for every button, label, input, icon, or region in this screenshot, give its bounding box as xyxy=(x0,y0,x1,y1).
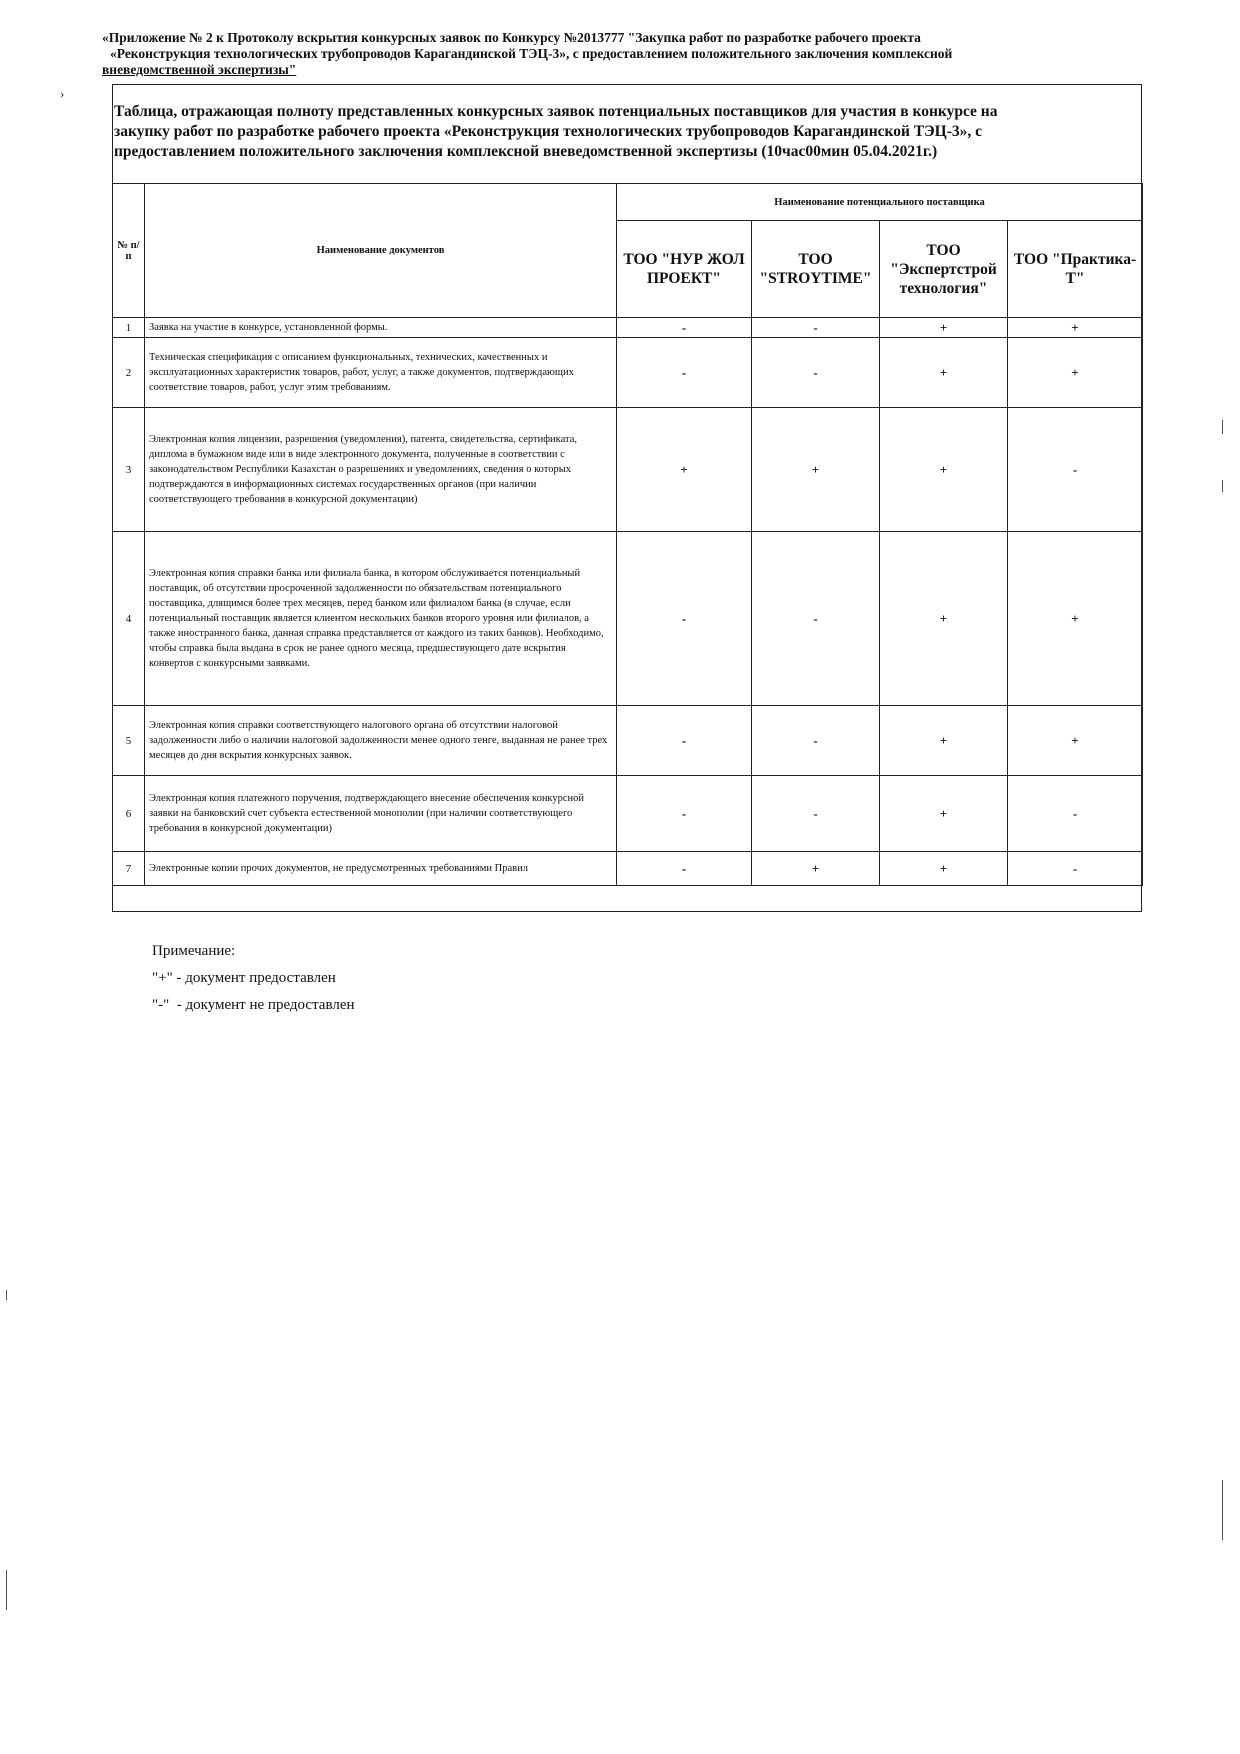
status-mark: + xyxy=(617,408,752,532)
vendor-header: ТОО "Экспертстрой технология" xyxy=(880,221,1008,318)
document-name: Электронная копия справки соответствующего налогового органа об отсутствии налоговой задолженности либо о наличии налоговой задолженности менее одного тенге, выданная не ранее трех месяцев до дня вскрытия конкурсных заявок. xyxy=(145,706,617,776)
document-name: Электронная копия лицензии, разрешения (уведомления), патента, свидетельства, сертификата, диплома в бумажном виде или в виде электронного документа, полученные в соответствии с законодательством Республики Казахстан о разрешениях и уведомлениях, сведения о которых подтверждаются в информационных системах государственных органов (при наличии соответствующего требования в конкурсной документации) xyxy=(145,408,617,532)
status-mark: - xyxy=(752,338,880,408)
scan-edge-mark xyxy=(1222,420,1223,434)
completeness-table xyxy=(112,183,1143,886)
document-name: Техническая спецификация с описанием функциональных, технических, качественных и эксплуатационных характеристик товаров, работ, услуг, а также документов, подтверждающих соответствие товаров, работ, услуг этим требованиям. xyxy=(145,338,617,408)
column-group-header-suppliers: Наименование потенциального поставщика xyxy=(617,184,1143,221)
status-mark: - xyxy=(617,338,752,408)
document-name: Электронные копии прочих документов, не предусмотренных требованиями Правил xyxy=(145,852,617,886)
status-mark: + xyxy=(880,706,1008,776)
status-mark: - xyxy=(617,318,752,338)
scan-edge-mark xyxy=(6,1570,7,1610)
status-mark: + xyxy=(1008,338,1143,408)
vendor-header: ТОО "Практика-Т" xyxy=(1008,221,1143,318)
heading-line-3: вневедомственной экспертизы" xyxy=(102,62,297,77)
heading-line-2: «Реконструкция технологических трубопроводов Карагандинской ТЭЦ-3», с предоставлением положительного заключения комплексной xyxy=(110,46,953,61)
scan-edge-mark xyxy=(6,1290,7,1300)
status-mark: - xyxy=(752,706,880,776)
status-mark: + xyxy=(880,852,1008,886)
scan-edge-mark xyxy=(1222,1480,1223,1540)
row-number: 1 xyxy=(113,318,145,338)
table-row xyxy=(113,852,1143,886)
document-name: Электронная копия платежного поручения, подтверждающего внесение обеспечения конкурсной заявки на банковский счет субъекта естественной монополии (при наличии соответствующего требования в конкурсной документации) xyxy=(145,776,617,852)
table-row xyxy=(113,776,1143,852)
status-mark: + xyxy=(752,852,880,886)
status-mark: - xyxy=(617,532,752,706)
table-row xyxy=(113,408,1143,532)
table-row xyxy=(113,532,1143,706)
status-mark: - xyxy=(1008,852,1143,886)
document-name: Электронная копия справки банка или филиала банка, в котором обслуживается потенциальный поставщик, об отсутствии просроченной задолженности по обязательствам потенциального поставщика, длящимся более трех месяцев, перед банком или филиалом банка (в случае, если потенциальный поставщик является клиентом нескольких банков второго уровня или филиалов, а также иностранного банка, данная справка представляется от каждого из таких банков). Необходимо, чтобы справка была выдана в срок не ранее одного месяца, предшествующего дате вскрытия конвертов с конкурсными заявками. xyxy=(145,532,617,706)
status-mark: - xyxy=(617,706,752,776)
status-mark: - xyxy=(752,532,880,706)
note-minus: "-" - документ не предоставлен xyxy=(152,997,355,1013)
row-number: 2 xyxy=(113,338,145,408)
heading-line-1: «Приложение № 2 к Протоколу вскрытия конкурсных заявок по Конкурсу №2013777 "Закупка работ по разработке рабочего проекта xyxy=(102,30,921,45)
table-title xyxy=(114,102,1074,162)
notes-title: Примечание: xyxy=(152,943,236,959)
row-number: 3 xyxy=(113,408,145,532)
status-mark: - xyxy=(752,776,880,852)
document-heading xyxy=(102,30,1082,78)
vendor-header: ТОО "НУР ЖОЛ ПРОЕКТ" xyxy=(617,221,752,318)
status-mark: + xyxy=(880,318,1008,338)
row-number: 7 xyxy=(113,852,145,886)
notes-block xyxy=(152,938,355,1019)
note-plus: "+" - документ предоставлен xyxy=(152,970,336,986)
row-number: 5 xyxy=(113,706,145,776)
table-title-line-2: закупку работ по разработке рабочего проекта «Реконструкция технологических трубопроводов Карагандинской ТЭЦ-3», с xyxy=(114,123,983,140)
stray-mark: › xyxy=(60,86,65,101)
status-mark: + xyxy=(1008,318,1143,338)
column-header-number: № п/п xyxy=(113,184,145,318)
vendor-header: ТОО "STROYTIME" xyxy=(752,221,880,318)
table-row xyxy=(113,706,1143,776)
table-row xyxy=(113,338,1143,408)
status-mark: - xyxy=(752,318,880,338)
table-header-row xyxy=(113,184,1143,221)
scan-edge-mark xyxy=(1222,480,1223,492)
status-mark: + xyxy=(752,408,880,532)
row-number: 6 xyxy=(113,776,145,852)
status-mark: - xyxy=(1008,408,1143,532)
row-number: 4 xyxy=(113,532,145,706)
table-title-line-3: предоставлением положительного заключения комплексной вневедомственной экспертизы (10час00мин 05.04.2021г.) xyxy=(114,143,938,160)
status-mark: - xyxy=(617,852,752,886)
status-mark: + xyxy=(1008,532,1143,706)
document-name: Заявка на участие в конкурсе, установленной формы. xyxy=(145,318,617,338)
status-mark: - xyxy=(1008,776,1143,852)
table-row xyxy=(113,318,1143,338)
status-mark: - xyxy=(617,776,752,852)
status-mark: + xyxy=(880,338,1008,408)
status-mark: + xyxy=(880,776,1008,852)
table-title-line-1: Таблица, отражающая полноту представленных конкурсных заявок потенциальных поставщиков для участия в конкурсе на xyxy=(114,103,998,120)
column-header-documents: Наименование документов xyxy=(145,184,617,318)
status-mark: + xyxy=(880,408,1008,532)
status-mark: + xyxy=(1008,706,1143,776)
status-mark: + xyxy=(880,532,1008,706)
